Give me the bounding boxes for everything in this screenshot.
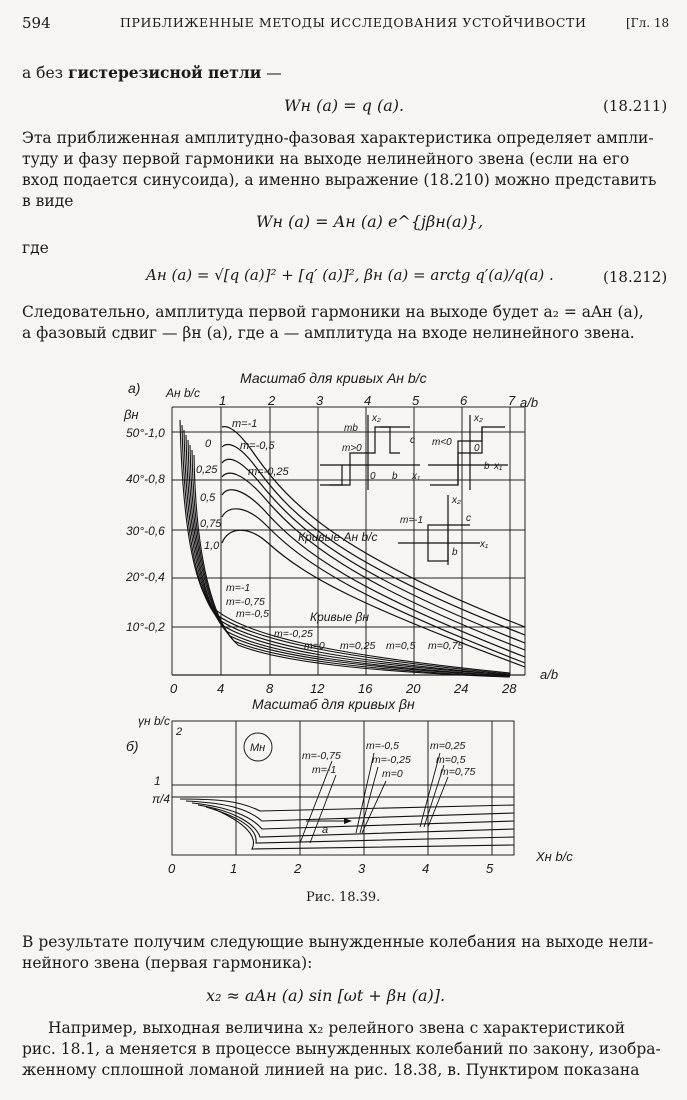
top-scale-label: Масштаб для кривых Aн b/c (240, 370, 427, 386)
bottom-scale-label: Масштаб для кривых βн (252, 696, 415, 712)
svg-text:c: c (466, 513, 471, 524)
svg-text:m=-1: m=-1 (226, 582, 251, 594)
svg-text:0: 0 (474, 443, 480, 454)
svg-text:m=-0,5: m=-0,5 (236, 608, 269, 620)
svg-text:m=0,25: m=0,25 (340, 640, 376, 652)
svg-text:6: 6 (460, 393, 468, 408)
svg-text:b: b (392, 471, 398, 482)
svg-text:m<0: m<0 (432, 437, 452, 448)
paragraph-3: Следовательно, амплитуда первой гармоники на выходе будет a₂ = aAн (a), а фазовый сдвиг — βн (a), где a — амплитуда на входе нелинейного звена. (22, 303, 644, 342)
svg-text:8: 8 (266, 681, 274, 696)
equation-number-1: (18.211) (603, 97, 668, 115)
svg-text:10°-0,2: 10°-0,2 (126, 620, 165, 634)
bold-term: гистерезисной петли (68, 63, 262, 82)
svg-text:x₂: x₂ (452, 495, 461, 506)
svg-text:7: 7 (508, 393, 516, 408)
svg-text:0: 0 (370, 471, 376, 482)
svg-text:0,25: 0,25 (196, 464, 218, 476)
svg-text:0,75: 0,75 (200, 518, 222, 530)
curves-A-label: Кривые Aн b/c (298, 530, 378, 544)
svg-text:m=-1: m=-1 (232, 418, 258, 430)
svg-text:20°-0,4: 20°-0,4 (126, 570, 165, 584)
svg-text:m=-0,25: m=-0,25 (372, 754, 411, 766)
svg-text:5: 5 (486, 861, 494, 876)
bottom-axis-ticks (170, 681, 517, 696)
svg-text:50°-1,0: 50°-1,0 (126, 426, 165, 440)
svg-text:3: 3 (358, 861, 366, 876)
svg-text:24: 24 (454, 681, 469, 696)
b-curves (172, 797, 514, 849)
svg-text:m=-1: m=-1 (400, 515, 424, 526)
figure-caption: Рис. 18.39. (306, 890, 381, 905)
svg-text:x₂: x₂ (372, 413, 381, 424)
b-y-tick-pi4: π/4 (152, 792, 171, 806)
curves-beta (180, 420, 510, 677)
svg-text:4: 4 (364, 393, 372, 408)
equation-18-211: Wн (a) = q (a). (284, 96, 405, 115)
inset-2-labels (432, 413, 502, 472)
svg-text:m=0: m=0 (382, 768, 403, 780)
svg-text:m=0,5: m=0,5 (386, 640, 416, 652)
svg-text:m=-0,5: m=-0,5 (366, 740, 399, 752)
svg-text:m=0,75: m=0,75 (440, 766, 476, 778)
svg-text:1: 1 (230, 861, 238, 876)
inset-2 (428, 415, 508, 490)
svg-text:b: b (484, 461, 490, 472)
b-circle-label: Mн (250, 742, 266, 754)
svg-text:0,5: 0,5 (200, 492, 216, 504)
top-axis-end: a/b (520, 395, 539, 410)
svg-text:2: 2 (268, 393, 276, 408)
curves-beta-label: Кривые βн (310, 610, 369, 624)
svg-text:0: 0 (205, 438, 212, 450)
svg-text:m=-0,25: m=-0,25 (274, 628, 313, 640)
svg-text:0: 0 (170, 681, 178, 696)
inset-3-labels (400, 495, 488, 558)
bottom-axis-end: a/b (540, 667, 559, 682)
paragraph-4: В результате получим следующие вынужденные колебания на выходе нели- нейного звена (первая гармоника): (22, 933, 654, 972)
paragraph-5: Например, выходная величина x₂ релейного звена с характеристикой рис. 18.1, а меняется в процессе вынужденных колебаний по закону, изобра- женному сплошной ломаной линией на рис. 18.38, в. Пунктиром показана (22, 1019, 661, 1079)
svg-text:x₁: x₁ (412, 471, 421, 482)
svg-text:12: 12 (310, 681, 325, 696)
svg-text:m=0,25: m=0,25 (430, 740, 466, 752)
running-title: ПРИБЛИЖЕННЫЕ МЕТОДЫ ИССЛЕДОВАНИЯ УСТОЙЧИВОСТИ (120, 15, 587, 30)
svg-text:2: 2 (294, 861, 302, 876)
page-number: 594 (22, 14, 51, 32)
paragraph-2: Эта приближенная амплитудно-фазовая характеристика определяет ампли- туду и фазу первой гармоники на выходе нелинейного звена (если на его вход подается синусоида), а именно выражение (18.210) можно представить в виде (22, 129, 657, 210)
svg-text:1,0: 1,0 (204, 540, 220, 552)
svg-text:40°-0,8: 40°-0,8 (126, 472, 165, 486)
svg-text:3: 3 (316, 393, 324, 408)
top-axis-ticks (219, 393, 516, 408)
svg-text:m=-1: m=-1 (312, 764, 337, 776)
svg-text:x₂: x₂ (474, 413, 483, 424)
b-x-label: Xн b/c (536, 849, 573, 864)
svg-text:x₁: x₁ (494, 461, 503, 472)
equation-x2: x₂ ≈ aAн (a) sin [ωt + βн (a)]. (206, 986, 446, 1005)
svg-text:m=0: m=0 (304, 640, 325, 652)
svg-text:m=-0,5: m=-0,5 (240, 440, 275, 452)
svg-text:16: 16 (358, 681, 373, 696)
paragraph-1: а без гистерезисной петли — (22, 63, 282, 82)
svg-text:m=0,5: m=0,5 (436, 754, 466, 766)
svg-text:c: c (410, 435, 415, 446)
figure-18-39 (0, 355, 687, 885)
b-y-tick-1: 1 (154, 774, 161, 788)
chapter-ref: [Гл. 18 (626, 16, 670, 30)
svg-text:m=-0,25: m=-0,25 (248, 466, 289, 478)
svg-text:m=0,75: m=0,75 (428, 640, 464, 652)
svg-text:b: b (452, 547, 458, 558)
equation-number-2: (18.212) (603, 268, 668, 286)
svg-text:m>0: m>0 (342, 443, 362, 454)
y-axis-ticks (125, 426, 165, 634)
svg-text:a: a (322, 824, 329, 836)
panel-a-label: а) (128, 380, 141, 396)
svg-text:30°-0,6: 30°-0,6 (126, 524, 165, 538)
equation-18-212: Aн (a) = √[q (a)]² + [q′ (a)]², βн (a) = arctg q′(a)/q(a) . (146, 266, 554, 284)
svg-text:28: 28 (502, 681, 517, 696)
inset-1-labels (342, 413, 420, 482)
b-x-ticks (168, 861, 494, 876)
b-cell-label: 2 (176, 726, 183, 738)
svg-text:m=-0,75: m=-0,75 (226, 596, 265, 608)
panel-b-label: б) (126, 738, 139, 754)
svg-text:x₁: x₁ (480, 539, 489, 550)
svg-text:mb: mb (344, 423, 358, 434)
svg-text:4: 4 (217, 681, 225, 696)
b-curve-labels (302, 740, 475, 780)
y-A-label: Aн b/c (166, 386, 200, 400)
svg-text:20: 20 (406, 681, 421, 696)
y-beta-label: βн (124, 407, 139, 422)
svg-text:m=-0,75: m=-0,75 (302, 750, 341, 762)
svg-text:5: 5 (412, 393, 420, 408)
b-y-label: γн b/c (138, 714, 170, 728)
svg-text:0: 0 (168, 861, 176, 876)
svg-text:4: 4 (422, 861, 430, 876)
svg-text:1: 1 (219, 393, 227, 408)
word-where: где (22, 239, 49, 257)
equation-W-polar: Wн (a) = Aн (a) e^{jβн(a)}, (256, 212, 484, 231)
